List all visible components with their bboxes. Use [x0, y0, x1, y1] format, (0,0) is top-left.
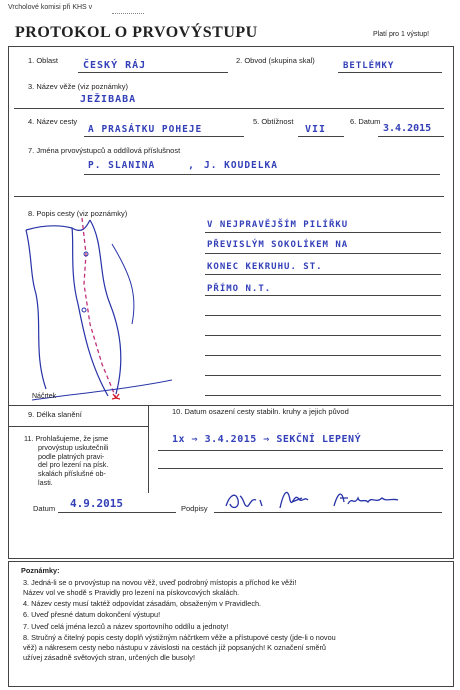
climber-1-value: P. SLANINA — [88, 160, 156, 171]
date-signed-label: Datum — [33, 504, 56, 513]
committee-dotted-line — [112, 13, 144, 14]
date-value: 3.4.2015 — [383, 123, 432, 134]
route-underline — [84, 136, 244, 137]
description-rule-5 — [205, 315, 441, 316]
district-value: BETLÉMKY — [343, 61, 395, 71]
note-item: Název vol ve shodě s Pravidly pro lezení na pískovcových skalách. — [23, 588, 240, 597]
protection-rule-2 — [158, 468, 443, 469]
climbers-label: 7. Jména prvovýstupců a oddílová příslušnost — [28, 146, 181, 155]
description-rule-3 — [205, 274, 441, 275]
date-label: 6. Datum — [350, 117, 381, 126]
page-title: PROTOKOL O PRVOVÝSTUPU — [15, 24, 258, 41]
area-label: 1. Oblast — [28, 56, 59, 65]
notes-box — [8, 561, 454, 687]
difficulty-underline — [298, 136, 344, 137]
note-item: užívej zásadně světových stran, určených dle busoly! — [23, 653, 195, 662]
protection-value: 1x ⇒ 3.4.2015 ⇒ SEKČNÍ LEPENÝ — [172, 434, 362, 445]
description-line-4: PŘÍMO N.T. — [207, 284, 272, 294]
climbers-underline-2 — [14, 196, 444, 197]
signatures-image — [222, 486, 422, 516]
difficulty-label: 5. Obtížnost — [253, 117, 294, 126]
date-underline — [378, 136, 444, 137]
note-item: 3. Jedná-li se o prvovýstup na novou věž, uveď podrobný místopis a příchod ke věži! — [23, 578, 297, 587]
date-signed-value: 4.9.2015 — [70, 497, 123, 510]
climber-2-value: J. KOUDELKA — [204, 160, 278, 171]
rappel-underline — [8, 426, 148, 427]
route-sketch — [12, 214, 198, 410]
sketch-label: Náčrtek — [32, 393, 57, 400]
description-rule-4 — [205, 295, 441, 296]
protection-label: 10. Datum osazení cesty stabiln. kruhy a jejich původ — [172, 407, 349, 416]
climbers-separator: , — [188, 160, 196, 171]
route-value: A PRASÁTKU POHEJE — [88, 124, 203, 135]
section-divider — [8, 405, 453, 406]
date-signed-underline — [58, 512, 176, 513]
area-value: ČESKÝ RÁJ — [83, 60, 147, 71]
description-rule-9 — [205, 395, 441, 396]
description-rule-8 — [205, 375, 441, 376]
route-label: 4. Název cesty — [28, 117, 78, 126]
description-line-1: V NEJPRAVĚJŠÍM PILÍŘKU — [207, 220, 349, 230]
rappel-label: 9. Délka slanění — [28, 410, 82, 419]
area-underline — [78, 72, 228, 73]
note-item: 7. Uveď celá jména lezců a název sportovního oddílu a jednoty! — [23, 622, 229, 631]
description-line-3: KONEC KEKRUHU. ST. — [207, 262, 323, 272]
validity-note: Platí pro 1 výstup! — [373, 31, 430, 38]
protection-rule-1 — [158, 450, 443, 451]
committee-label: Vrcholové komisi při KHS v — [8, 4, 93, 11]
note-item: 6. Uveď přesné datum dokončení výstupu! — [23, 610, 161, 619]
note-item: 4. Název cesty musí taktéž odpovídat zásadám, obsaženým v Pravidlech. — [23, 599, 262, 608]
difficulty-value: VII — [305, 124, 327, 135]
tower-label: 3. Název věže (viz poznámky) — [28, 82, 129, 91]
description-rule-7 — [205, 355, 441, 356]
note-item: věž) a nákresem cesty nebo nástupu v závislosti na cestách již popsaných! K označení směrů — [23, 643, 326, 652]
description-label: 8. Popis cesty (viz poznámky) — [28, 209, 128, 218]
signatures-label: Podpisy — [181, 504, 208, 513]
district-underline — [338, 72, 442, 73]
rappel-divider — [148, 405, 149, 493]
climbers-underline — [84, 174, 440, 175]
district-label: 2. Obvod (skupina skal) — [236, 56, 315, 65]
note-item: 8. Stručný a čitelný popis cesty doplň výstižným náčrtkem věže a přístupové cesty (jde-li o novou — [23, 633, 336, 642]
description-rule-6 — [205, 335, 441, 336]
description-rule-1 — [205, 232, 441, 233]
description-line-2: PŘEVISLÝM SOKOLÍKEM NA — [207, 240, 349, 250]
tower-underline — [14, 108, 444, 109]
description-rule-2 — [205, 253, 441, 254]
declaration-text: 11. Prohlašujeme, že jsme prvovýstup uskutečnili podle platných pravi- del pro lezení na písk. skalách příslušné ob- lasti. — [24, 434, 109, 487]
tower-value: JEŽIBABA — [80, 94, 137, 105]
notes-title: Poznámky: — [21, 566, 60, 575]
